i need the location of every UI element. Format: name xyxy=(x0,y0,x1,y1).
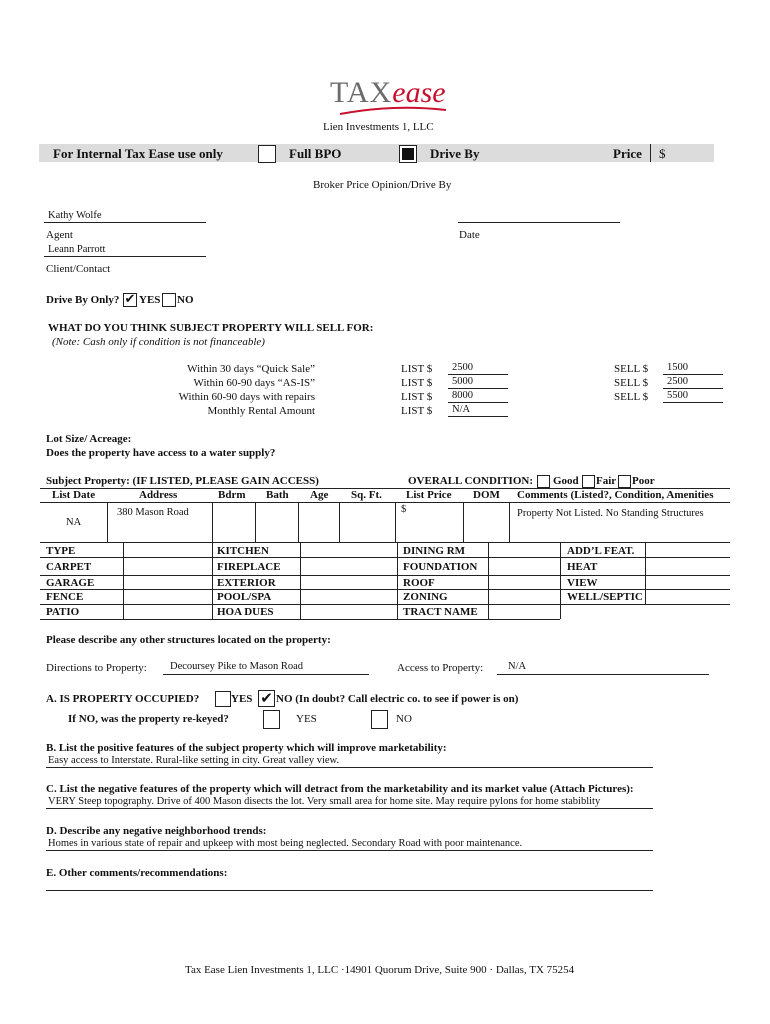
feature-label: WELL/SEPTIC xyxy=(567,591,643,603)
feature-label: FOUNDATION xyxy=(403,561,478,573)
features-col-rule xyxy=(645,542,646,604)
internal-use-label: For Internal Tax Ease use only xyxy=(53,146,223,161)
sell-value[interactable]: 1500 xyxy=(667,362,688,373)
list-line xyxy=(448,416,508,417)
list-prefix: LIST $ xyxy=(401,405,433,417)
sell-line xyxy=(663,402,723,403)
question-e-line[interactable] xyxy=(46,890,653,891)
sell-line xyxy=(663,388,723,389)
client-name[interactable]: Leann Parrott xyxy=(48,244,106,255)
company-name: Lien Investments 1, LLC xyxy=(323,121,434,133)
feature-label: FENCE xyxy=(46,591,84,603)
form-subtitle: Broker Price Opinion/Drive By xyxy=(313,179,452,191)
rekeyed-label: If NO, was the property re-keyed? xyxy=(68,713,229,725)
list-value[interactable]: N/A xyxy=(452,404,471,415)
sell-line xyxy=(663,374,723,375)
other-structures-label: Please describe any other structures located on the property: xyxy=(46,634,331,646)
features-col-rule xyxy=(397,542,398,619)
cell-comments[interactable]: Property Not Listed. No Standing Structures xyxy=(517,508,704,519)
features-rule xyxy=(40,619,560,620)
condition-good-label: Good xyxy=(553,475,579,487)
drive-by-only-label: Drive By Only? xyxy=(46,294,120,306)
features-rule xyxy=(40,604,730,605)
features-col-rule xyxy=(560,542,561,619)
list-prefix: LIST $ xyxy=(401,391,433,403)
overall-condition-label: OVERALL CONDITION: xyxy=(408,475,533,487)
sell-note: (Note: Cash only if condition is not financeable) xyxy=(52,336,265,348)
question-b-line xyxy=(46,767,653,768)
features-col-rule xyxy=(123,542,124,619)
header-list-date: List Date xyxy=(52,489,96,501)
condition-fair-label: Fair xyxy=(596,475,617,487)
subject-title: Subject Property: (IF LISTED, PLEASE GAIN ACCESS) xyxy=(46,475,319,487)
table-col-rule xyxy=(339,502,340,542)
question-c-answer[interactable]: VERY Steep topography. Drive of 400 Mason disects the lot. Very small area for home site. May require pylons for home stabiblity xyxy=(48,796,601,807)
question-c-label: C. List the negative features of the property which will detract from the marketability and its market value (Attach Pictures): xyxy=(46,783,634,795)
feature-label: HEAT xyxy=(567,561,598,573)
features-rule xyxy=(40,589,730,590)
question-c-line xyxy=(46,808,653,809)
client-line xyxy=(44,256,206,257)
drive-by-only-yes-checkbox[interactable]: ✔ xyxy=(124,292,136,307)
condition-poor-label: Poor xyxy=(632,475,655,487)
rekeyed-no-checkbox[interactable] xyxy=(371,710,388,729)
feature-label: KITCHEN xyxy=(217,545,269,557)
drive-by-only-yes-label: YES xyxy=(139,294,161,306)
feature-label: TYPE xyxy=(46,545,76,557)
feature-label: EXTERIOR xyxy=(217,577,276,589)
lot-size-label: Lot Size/ Acreage: xyxy=(46,433,132,445)
header-dom: DOM xyxy=(473,489,500,501)
access-line xyxy=(497,674,709,675)
feature-label: VIEW xyxy=(567,577,598,589)
cell-address[interactable]: 380 Mason Road xyxy=(117,507,189,518)
feature-label: DINING RM xyxy=(403,545,466,557)
logo-tax: TAX xyxy=(330,76,393,109)
header-address: Address xyxy=(139,489,178,501)
directions-value[interactable]: Decoursey Pike to Mason Road xyxy=(170,661,303,672)
features-rule xyxy=(40,575,730,576)
price-divider xyxy=(650,144,651,162)
feature-label: PATIO xyxy=(46,606,80,618)
occupied-yes-checkbox[interactable] xyxy=(215,691,231,707)
table-rule xyxy=(40,542,730,543)
feature-label: CARPET xyxy=(46,561,92,573)
header-comments: Comments (Listed?, Condition, Amenities xyxy=(517,489,714,501)
access-label: Access to Property: xyxy=(397,662,484,674)
directions-label: Directions to Property: xyxy=(46,662,147,674)
list-line xyxy=(448,374,508,375)
list-prefix: LIST $ xyxy=(401,377,433,389)
sell-prefix: SELL $ xyxy=(614,391,649,403)
list-line xyxy=(448,388,508,389)
date-label: Date xyxy=(459,229,480,241)
table-col-rule xyxy=(463,502,464,542)
drive-by-label: Drive By xyxy=(430,146,480,161)
question-d-answer[interactable]: Homes in various state of repair and upkeep with most being neglected. Secondary Road with poor maintenance. xyxy=(48,838,523,849)
occupied-no-checkbox[interactable]: ✔ xyxy=(258,690,275,707)
sell-row-label: Monthly Rental Amount xyxy=(207,405,315,417)
list-prefix: LIST $ xyxy=(401,363,433,375)
sell-value[interactable]: 5500 xyxy=(667,390,688,401)
agent-line xyxy=(44,222,206,223)
feature-label: TRACT NAME xyxy=(403,606,478,618)
feature-label: ROOF xyxy=(403,577,435,589)
condition-fair-checkbox[interactable] xyxy=(582,475,595,488)
drive-by-only-no-checkbox[interactable] xyxy=(162,293,176,307)
question-d-label: D. Describe any negative neighborhood trends: xyxy=(46,825,267,837)
occupied-no-label: NO (In doubt? Call electric co. to see if power is on) xyxy=(276,693,519,705)
table-col-rule xyxy=(298,502,299,542)
question-e-label: E. Other comments/recommendations: xyxy=(46,867,228,879)
sell-row-label: Within 60-90 days with repairs xyxy=(178,391,315,403)
price-label: Price xyxy=(613,146,642,161)
agent-label: Agent xyxy=(46,229,73,241)
list-line xyxy=(448,402,508,403)
feature-label: HOA DUES xyxy=(217,606,274,618)
rekeyed-yes-checkbox[interactable] xyxy=(263,710,280,729)
list-value[interactable]: 5000 xyxy=(452,376,473,387)
feature-label: FIREPLACE xyxy=(217,561,281,573)
header-bath: Bath xyxy=(266,489,289,501)
date-line[interactable] xyxy=(458,222,620,223)
logo-swoosh xyxy=(338,104,448,118)
features-rule xyxy=(40,557,730,558)
occupied-yes-label: YES xyxy=(231,693,253,705)
cell-list-price[interactable]: $ xyxy=(401,504,407,515)
sell-heading: WHAT DO YOU THINK SUBJECT PROPERTY WILL SELL FOR: xyxy=(48,322,374,334)
sell-prefix: SELL $ xyxy=(614,377,649,389)
table-col-rule xyxy=(395,502,396,542)
directions-line xyxy=(163,674,369,675)
list-value[interactable]: 2500 xyxy=(452,362,473,373)
access-value[interactable]: N/A xyxy=(508,661,527,672)
water-supply-label: Does the property have access to a water supply? xyxy=(46,447,276,459)
question-b-answer[interactable]: Easy access to Interstate. Rural-like setting in city. Great valley view. xyxy=(48,755,340,766)
sell-value[interactable]: 2500 xyxy=(667,376,688,387)
drive-by-only-no-label: NO xyxy=(177,294,194,306)
feature-label: GARAGE xyxy=(46,577,95,589)
client-label: Client/Contact xyxy=(46,263,111,275)
footer-address: Tax Ease Lien Investments 1, LLC ·14901 Quorum Drive, Suite 900 · Dallas, TX 75254 xyxy=(185,964,575,976)
table-col-rule xyxy=(107,502,108,542)
logo-ease: ease xyxy=(392,76,446,109)
sell-row-label: Within 30 days “Quick Sale” xyxy=(187,363,315,375)
header-sqft: Sq. Ft. xyxy=(351,489,382,501)
list-value[interactable]: 8000 xyxy=(452,390,473,401)
agent-name[interactable]: Kathy Wolfe xyxy=(48,210,102,221)
question-b-label: B. List the positive features of the subject property which will improve marketability: xyxy=(46,742,447,754)
features-col-rule xyxy=(212,542,213,619)
cell-list-date[interactable]: NA xyxy=(66,517,82,528)
price-currency: $ xyxy=(659,146,666,161)
table-col-rule xyxy=(212,502,213,542)
question-d-line xyxy=(46,850,653,851)
header-age: Age xyxy=(310,489,329,501)
feature-label: POOL/SPA xyxy=(217,591,272,603)
table-col-rule xyxy=(255,502,256,542)
rekeyed-no-label: NO xyxy=(396,713,412,725)
features-col-rule xyxy=(488,542,489,619)
condition-poor-checkbox[interactable] xyxy=(618,475,631,488)
table-col-rule xyxy=(509,502,510,542)
sell-prefix: SELL $ xyxy=(614,363,649,375)
table-rule xyxy=(40,502,730,503)
features-col-rule xyxy=(300,542,301,619)
sell-row-label: Within 60-90 days “AS-IS” xyxy=(193,377,315,389)
feature-label: ZONING xyxy=(403,591,448,603)
feature-label: ADD’L FEAT. xyxy=(567,545,635,557)
full-bpo-label: Full BPO xyxy=(289,146,342,161)
drive-by-checkbox[interactable] xyxy=(399,145,417,163)
header-bdrm: Bdrm xyxy=(218,489,246,501)
rekeyed-yes-label: YES xyxy=(296,713,317,725)
header-list-price: List Price xyxy=(406,489,452,501)
full-bpo-checkbox[interactable] xyxy=(258,145,276,163)
condition-good-checkbox[interactable] xyxy=(537,475,550,488)
question-a-label: A. IS PROPERTY OCCUPIED? xyxy=(46,693,200,705)
